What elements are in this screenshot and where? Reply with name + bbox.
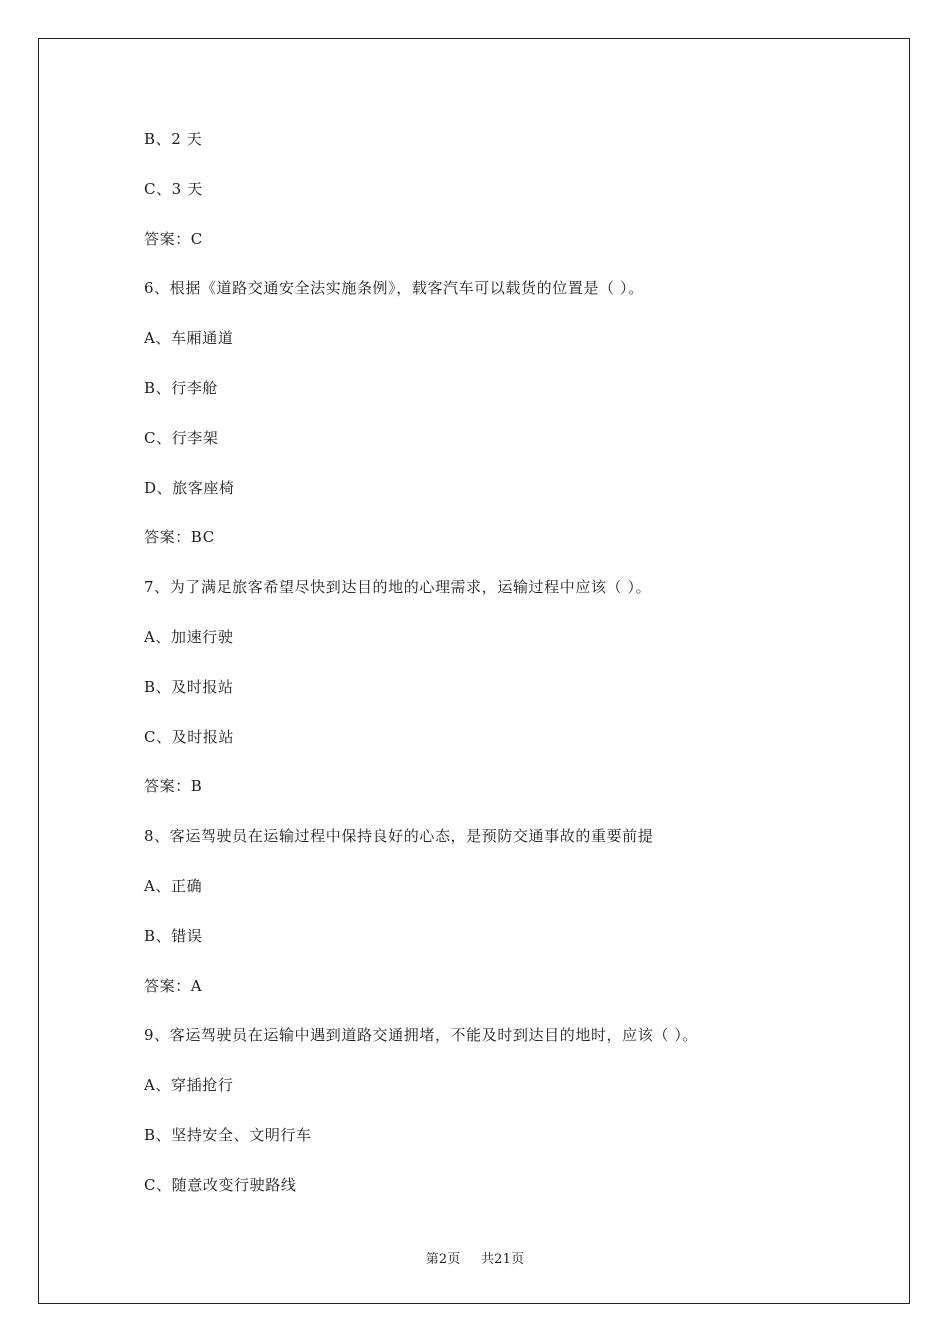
option-c-q5: C、3 天 xyxy=(144,179,203,198)
option-b-q8: B、错误 xyxy=(144,926,203,945)
answer-q6: 答案：BC xyxy=(144,528,215,547)
page-footer xyxy=(0,1248,950,1267)
option-b-q9: B、坚持安全、文明行车 xyxy=(144,1125,312,1144)
option-b-q7: B、及时报站 xyxy=(144,677,234,696)
page-total: 共21页 xyxy=(480,1252,525,1267)
document-body xyxy=(144,129,884,1225)
question-8: 8、客运驾驶员在运输过程中保持良好的心态，是预防交通事故的重要前提 xyxy=(144,827,654,846)
option-a-q6: A、车厢通道 xyxy=(144,329,234,348)
question-7: 7、为了满足旅客希望尽快到达目的地的心理需求，运输过程中应该（ ）。 xyxy=(144,578,652,597)
option-a-q9: A、穿插抢行 xyxy=(144,1076,234,1095)
option-b-q6: B、行李舱 xyxy=(144,378,219,397)
option-d-q6: D、旅客座椅 xyxy=(144,478,235,497)
question-6: 6、根据《道路交通安全法实施条例》，载客汽车可以载货的位置是（ ）。 xyxy=(144,279,644,298)
answer-q5: 答案：C xyxy=(144,229,203,248)
answer-q8: 答案：A xyxy=(144,976,203,995)
option-c-q7: C、及时报站 xyxy=(144,727,235,746)
page-number: 第2页 xyxy=(425,1252,461,1267)
answer-q7: 答案：B xyxy=(144,777,203,796)
question-9: 9、客运驾驶员在运输中遇到道路交通拥堵，不能及时到达目的地时，应该（ ）。 xyxy=(144,1026,699,1045)
option-a-q7: A、加速行驶 xyxy=(144,627,234,646)
option-b-q5: B、2 天 xyxy=(144,130,203,148)
option-c-q6: C、行李架 xyxy=(144,428,219,447)
option-a-q8: A、正确 xyxy=(144,876,203,895)
option-c-q9: C、随意改变行驶路线 xyxy=(144,1175,297,1194)
